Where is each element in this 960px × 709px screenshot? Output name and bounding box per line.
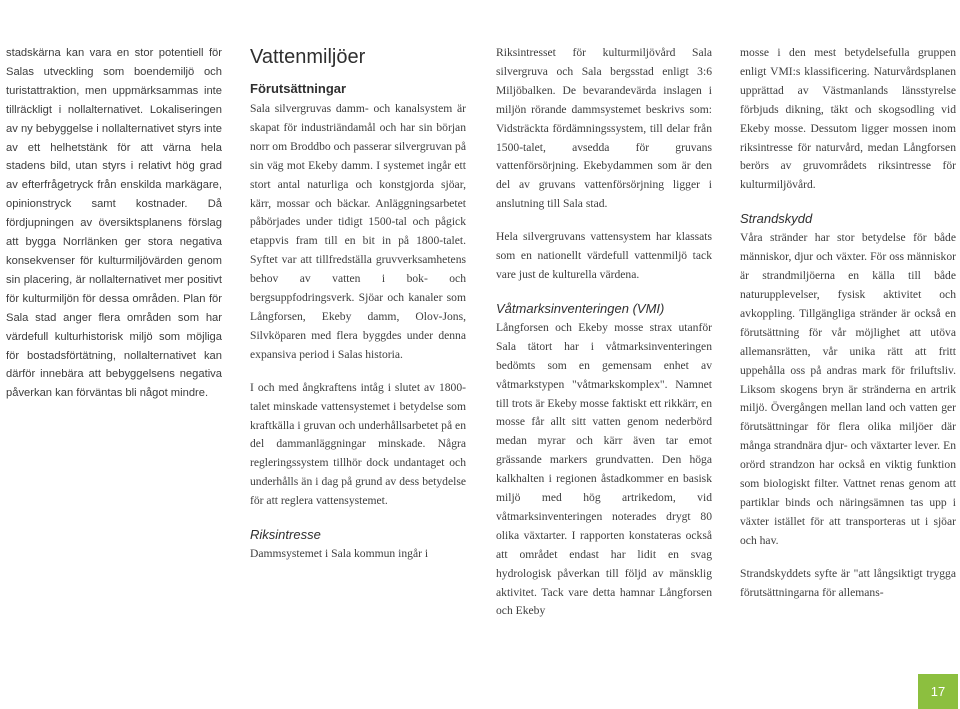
body-paragraph: mosse i den mest betydelsefulla gruppen enligt VMI:s klassificering. Naturvårdsplanen upprättad av Västmanlands länsstyrelse förbjuds dikning, täkt och skogsodling vid Ekeby mosse. Dessutom ligger mossen inom riksintresse för naturvård, medan Långforsen berörs av gruvområdets riksintresse för kulturmiljövård. [740, 46, 956, 192]
subheading-vmi: Våtmarksinventeringen (VMI) [496, 300, 665, 316]
body-paragraph: Sala silvergruvas damm- och kanalsystem är skapat för industriändamål och har sin början norr om Broddbo och passerar silvergruvan på sin väg mot Ekeby damm. I systemet ingår ett stort antal naturliga och konstgjorda sjöar, kärr, mossar och bäckar. Anläggningsarbetet påbörjades under tidigt 1500-tal och pågick etappvis fram till en bit in på 1800-talet. Syftet var att tillfredställa gruvverksamhetens behov av vatten i bok- och bergsuppfodringsverk. Sjöar och kanaler som Långforsen, Ekeby damm, Olov-Jons, Silvköparen med flera byggdes under denna expansiva period i Salas historia. [250, 102, 466, 361]
subheading-riksintresse: Riksintresse [250, 527, 321, 543]
subheading-strandskydd: Strandskydd [740, 211, 813, 227]
column-4 [740, 44, 956, 602]
body-paragraph: I och med ångkraftens intåg i slutet av 1800-talet minskade vattensystemet i betydelse som kraftkälla i gruvan och underhållsarbetet på en del dammanläggningar minskade. Några regleringssystem tillhör dock undantaget och underhålls än i dag på grund av dess betydelse för att reglera vattensystemet. [250, 380, 466, 508]
column-1 [6, 44, 222, 403]
page-number-badge: 17 [918, 674, 958, 709]
body-paragraph: Våra stränder har stor betydelse för både människor, djur och växter. För oss människor är strandmiljöerna en källa till både naturupplevelser, fysisk aktivitet och avkoppling. Tillgängliga stränder är också en förutsättning för vår möjlighet att utöva allemansrätten, vår unika rätt att fritt uppehålla oss på andras mark för friluftsliv. Liksom skogens bryn är stränderna en artrik miljö. Övergången mellan land och vatten ger förutsättningar för flera olika miljöer där många strandnära djur- och växtarter lever. En orörd strandzon har också en viktig funktion som biologiskt filter. Vattnet renas genom att partiklar binds och näringsämnen tas upp i växter istället för att transporteras ut i sjöar och hav. [740, 231, 956, 547]
body-paragraph: stadskärna kan vara en stor potentiell för Salas utveckling som boendemiljö och turistattraktion, men uppmärksammas inte tillräckligt i nollalternativet. Lokaliseringen av ny bebyggelse i nollalternativet styrs inte av ett helhetstänk för att värna hela stadens bild, utan styrs i relativt hög grad av efterfrågetryck från enskilda markägare, opinionstryck samt kostnader. Då fördjupningen av översiktsplanens förslag att bygga Norrlänken ger stora negativa konsekvenser för kulturmiljövärden genom sin placering, är nollalternativet mer positivt för kulturmiljön för dessa områden. Plan för Sala stad anger flera områden som har värdefull kulturhistorisk miljö som möjliga för bostadsförtätning, nollalternativet kan därför innebära att bebyggelsens negativa påverkan kan förväntas bli något mindre. [6, 47, 222, 400]
body-paragraph: Hela silvergruvans vattensystem har klassats som en nationellt värdefull vattenmiljö tack vare just de kulturella värdena. [496, 230, 712, 281]
body-paragraph: Riksintresset för kulturmiljövård Sala silvergruva och Sala bergsstad enligt 3:6 Miljöbalken. De bevarandevärda inslagen i miljön rörande dammsystemet beskrivs som: Vidsträckta fördämningssystem, till delar från 1500-talet, avsedda för gruvans vattenförsörjning. Ekebydammen som är den del av gruvans vattenförsörjning ligger i anslutning till Sala stad. [496, 46, 712, 211]
section-heading: Vattenmiljöer [250, 46, 366, 68]
body-paragraph: Långforsen och Ekeby mosse strax utanför Sala tätort har i våtmarksinventeringen bedömts som en gemensam enhet av våtmarkstypen "våtmarkskomplex". Namnet till trots är Ekeby mosse faktiskt ett rikkärr, en mosse får allt sitt vatten genom nederbörd medan myrar och kärr även tar emot grässande markers grundvatten. Den höga kalkhalten i regionen åstadkommer en basisk miljö med hög artrikedom, vid våtmarksinventeringen noterades drygt 80 olika växtarter. I rapporten konstateras också att området endast har lidit en svag hydrologisk påverkan till följd av mänsklig aktivitet. Tack vare detta hamnar Långforsen och Ekeby [496, 320, 712, 618]
subheading-forutsattningar: Förutsättningar [250, 81, 347, 96]
column-2 [250, 44, 466, 564]
body-paragraph: Dammsystemet i Sala kommun ingår i [250, 547, 429, 561]
body-paragraph: Strandskyddets syfte är "att långsiktigt trygga förutsättningarna för allemans- [740, 566, 956, 599]
column-3 [496, 44, 712, 621]
